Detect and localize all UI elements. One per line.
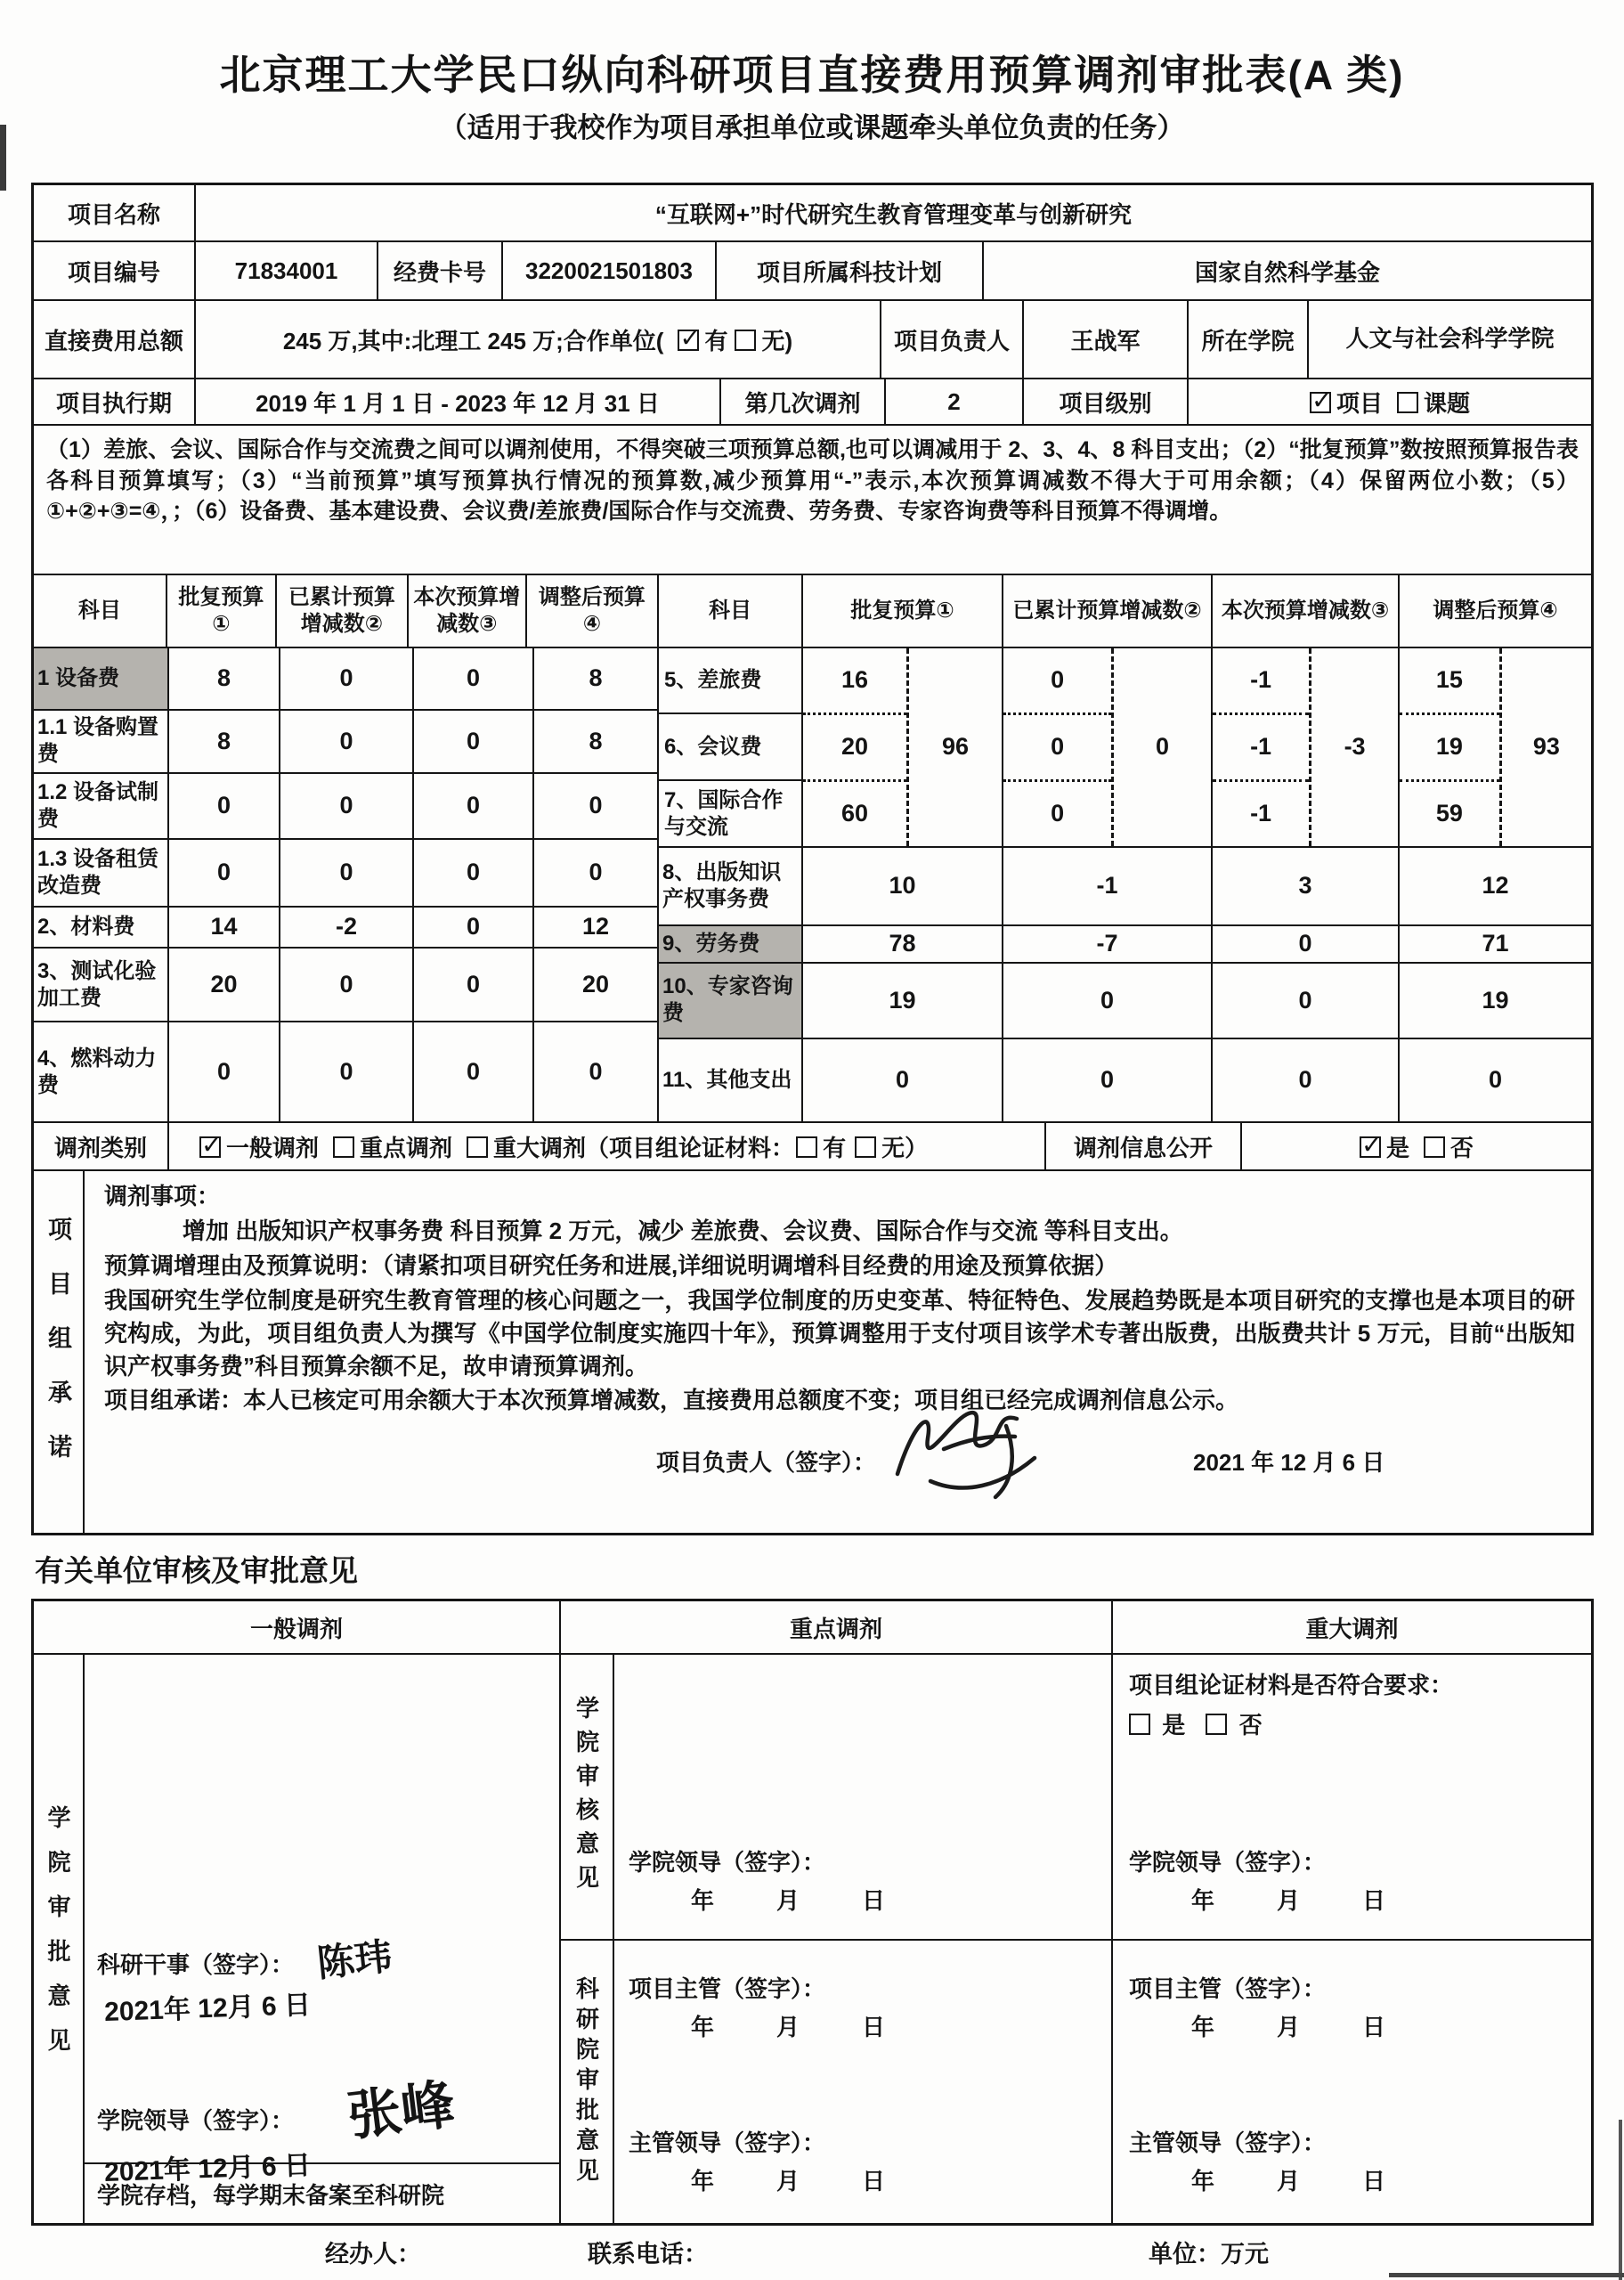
cell-value: -2 (279, 908, 412, 947)
cell-value: 10 (801, 848, 1002, 924)
cell-value: 8 (167, 648, 279, 709)
college-approve-side-label: 学院审批意见 (45, 1805, 71, 2072)
cell-value: 19 (801, 964, 1002, 1038)
budget-row (34, 838, 657, 906)
cell-value: 14 (167, 908, 279, 947)
approval-table (31, 1599, 1594, 2226)
coop-no-checkbox[interactable] (735, 330, 756, 351)
scan-edge-right (1619, 2120, 1622, 2280)
period-label: 项目执行期 (55, 389, 172, 417)
pi-signature-row (104, 1422, 1575, 1502)
cell-value: -1 (1213, 779, 1309, 846)
cell-value: 71 (1398, 926, 1591, 962)
date-blank: 年 月 日 (691, 2168, 891, 2194)
level-topic-checkbox[interactable] (1397, 392, 1418, 413)
total-cost-value (194, 301, 880, 378)
cell-value: 19 (1400, 712, 1499, 779)
material-no-checkbox[interactable] (855, 1136, 876, 1158)
adjust-category-options (167, 1123, 1044, 1169)
cell-value: 0 (1003, 712, 1111, 779)
cell-value: -1 (1002, 848, 1211, 924)
major-adjust-section (1111, 1655, 1591, 2223)
fund-card-value: 3220021501803 (501, 242, 715, 299)
cell-value: 0 (279, 648, 412, 709)
public-yes-label: 是 (1385, 1134, 1409, 1161)
right-leader-sign-label: 学院领导（签字）： (1129, 1848, 1327, 1876)
period-value: 2019 年 1 月 1 日 - 2023 年 12 月 31 日 (194, 379, 719, 424)
cell-value: 0 (412, 774, 532, 838)
col-key-adjust: 重点调剂 (559, 1601, 1111, 1653)
cell-value: 0 (801, 1039, 1002, 1121)
col-subject: 科目 (77, 598, 121, 623)
cell-value: 0 (412, 648, 532, 709)
group-total: 93 (1499, 648, 1591, 846)
cell-value: 0 (532, 840, 657, 906)
date-blank: 年 月 日 (1191, 2168, 1392, 2194)
cell-value: 3 (1211, 848, 1398, 924)
date-blank: 年 月 日 (1191, 1886, 1392, 1914)
material-no-label: 无） (881, 1134, 929, 1161)
group-total: 96 (906, 648, 1002, 846)
unit-label: 单位：万元 (1149, 2241, 1269, 2268)
date-blank: 年 月 日 (691, 1887, 891, 1914)
total-cost-text: 245 万,其中:北理工 245 万;合作单位( (282, 327, 664, 354)
subject-label: 10、专家咨询费 (659, 964, 801, 1038)
coop-no-label: 无) (761, 327, 793, 354)
footer-row (31, 2226, 1594, 2270)
approval-heading: 有关单位审核及审批意见 (35, 1554, 358, 1587)
col-accumulated: 已累计预算增减数② (275, 575, 407, 647)
level-project-label: 项目 (1336, 389, 1383, 417)
cell-value: 0 (279, 711, 412, 773)
material-req-no-label: 否 (1238, 1712, 1263, 1738)
cell-value: 8 (167, 711, 279, 773)
material-prefix: （项目组论证材料： (586, 1134, 795, 1161)
subject-label: 1.1 设备购置费 (37, 715, 159, 767)
leader-sign-date: 2021年 12月 6 日 (103, 2150, 312, 2188)
subject-label: 9、劳务费 (659, 926, 801, 962)
coop-yes-checkbox[interactable] (678, 330, 699, 351)
leader-signature: 张峰 (344, 2073, 459, 2147)
cell-value: 0 (1211, 964, 1398, 1038)
staff-signature: 陈玮 (315, 1934, 394, 1985)
cell-value: 0 (167, 774, 279, 838)
subject-label: 5、差旅费 (664, 668, 762, 693)
cell-value: 0 (412, 1022, 532, 1121)
material-req-no-checkbox[interactable] (1206, 1714, 1227, 1735)
plan-value: 国家自然科学基金 (982, 242, 1591, 299)
cell-value: 12 (532, 908, 657, 947)
commitment-side-label: 项目组承诺 (45, 1216, 71, 1488)
col-subject: 科目 (709, 598, 751, 623)
general-adjust-label: 一般调剂 (226, 1134, 320, 1161)
budget-row (659, 924, 1591, 962)
material-req-yes-checkbox[interactable] (1129, 1714, 1150, 1735)
subject-label: 7、国际合作与交流 (659, 779, 801, 846)
budget-row (34, 709, 657, 773)
project-name-label: 项目名称 (67, 200, 160, 228)
subject-label: 1 设备费 (34, 648, 167, 709)
cell-value: 0 (167, 840, 279, 906)
cell-value: 20 (803, 712, 906, 779)
col-general-adjust: 一般调剂 (249, 1615, 343, 1642)
plan-label: 项目所属科技计划 (715, 242, 982, 299)
subject-label: 8、出版知识产权事务费 (662, 859, 782, 911)
chief-sign-label: 主管领导（签字）： (1129, 2129, 1327, 2156)
scan-edge-bottom (1389, 2273, 1624, 2277)
cell-value: 19 (1398, 964, 1591, 1038)
form-subtitle: （适用于我校作为项目承担单位或课题牵头单位负责的任务） (439, 112, 1185, 143)
col-current: 本次预算增减数③ (407, 575, 525, 647)
col-accumulated: 已累计预算增减数② (1002, 575, 1211, 647)
coop-yes-label: 有 (704, 327, 728, 354)
reason-label: 预算调增理由及预算说明：（请紧扣项目研究任务和进展,详细说明调增科目经费的用途及预算依据） (104, 1251, 1118, 1279)
times-label: 第几次调剂 (719, 379, 884, 424)
major-adjust-checkbox[interactable] (467, 1136, 488, 1158)
material-question: 项目组论证材料是否符合要求： (1129, 1672, 1454, 1698)
key-adjust-label: 重点调剂 (360, 1134, 453, 1161)
adjust-category-label: 调剂类别 (53, 1134, 147, 1161)
cell-value: 8 (532, 648, 657, 709)
subject-label: 11、其他支出 (662, 1068, 792, 1093)
subject-label: 3、测试化验加工费 (37, 958, 157, 1010)
promise-text: 项目组承诺：本人已核定可用余额大于本次预算增减数，直接费用总额度不变；项目组已经完成调剂信息公示。 (104, 1387, 1239, 1414)
date-blank: 年 月 日 (1191, 2013, 1392, 2040)
public-no-label: 否 (1450, 1134, 1474, 1161)
subject-label: 4、燃料动力费 (37, 1046, 157, 1097)
cell-value: 0 (1211, 1039, 1398, 1121)
col-adjusted: 调整后预算④ (1398, 575, 1591, 647)
major-adjust-label: 重大调剂 (493, 1134, 587, 1161)
cell-value: 0 (412, 840, 532, 906)
cell-value: -1 (1250, 665, 1272, 693)
cell-value: 15 (1435, 665, 1463, 693)
cell-value: 0 (1002, 964, 1211, 1038)
cell-value: 0 (279, 840, 412, 906)
cell-value: 20 (532, 949, 657, 1022)
col-approved: 批复预算① (166, 575, 275, 647)
school-label: 所在学院 (1187, 301, 1307, 378)
instructions-text: （1）差旅、会议、国际合作与交流费之间可以调剂使用，不得突破三项预算总额,也可以调减用于 2、3、4、8 科目支出；（2）“批复预算”数按照预算报告表各科目预算填写；（3）“当前预算”填写预算执行情况的预算数,减少预算用“-”表示,本次预算调减数不得大于可用余额；（4）保留两位小数；（5）①+②+③=④，；（6）设备费、基本建设费、会议费/差旅费/国际合作与交流费、劳务费、专家咨询费等科目预算不得调增。 (46, 437, 1579, 524)
mid-chief-sign (629, 2125, 1097, 2196)
cell-value: 8 (532, 711, 657, 773)
total-cost-label: 直接费用总额 (44, 327, 183, 354)
archive-note: 学院存档，每学期末备案至科研院 (85, 2162, 559, 2223)
subject-label: 1.2 设备试制费 (37, 780, 159, 832)
budget-row (34, 647, 657, 709)
budget-row (34, 772, 657, 838)
cell-value: 0 (412, 908, 532, 947)
pm-sign-label: 项目主管（签字）： (1129, 1975, 1327, 2002)
info-public-label: 调剂信息公开 (1044, 1123, 1240, 1169)
level-label: 项目级别 (1022, 379, 1187, 424)
cell-value: 78 (801, 926, 1002, 962)
pi-sign-date: 2021 年 12 月 6 日 (1193, 1448, 1385, 1476)
project-no-value: 71834001 (194, 242, 377, 299)
cell-value: 0 (532, 774, 657, 838)
adjust-matter-text: 增加 出版知识产权事务费 科目预算 2 万元，减少 差旅费、会议费、国际合作与交流 等科目支出。 (183, 1217, 1183, 1244)
cell-value: 20 (167, 949, 279, 1022)
cell-value: -7 (1002, 926, 1211, 962)
right-chief-sign (1129, 2125, 1575, 2196)
level-topic-label: 课题 (1424, 389, 1471, 417)
budget-row (659, 846, 1591, 924)
material-yes-label: 有 (823, 1134, 847, 1161)
col-adjusted: 调整后预算④ (525, 575, 657, 647)
fund-card-label: 经费卡号 (377, 242, 501, 299)
budget-row (659, 962, 1591, 1038)
public-yes-checkbox[interactable] (1360, 1136, 1381, 1158)
pm-sign-label: 项目主管（签字）： (629, 1975, 826, 2002)
cell-value: 12 (1398, 848, 1591, 924)
subject-label: 1.3 设备租赁改造费 (37, 846, 159, 898)
chief-sign-label: 主管领导（签字）： (629, 2129, 826, 2156)
col-approved: 批复预算① (801, 575, 1002, 647)
material-yes-checkbox[interactable] (796, 1136, 817, 1158)
pi-label: 项目负责人 (880, 301, 1022, 378)
main-form (31, 183, 1594, 1535)
level-project-checkbox[interactable] (1310, 392, 1331, 413)
col-current: 本次预算增减数③ (1211, 575, 1398, 647)
college-review-side-label: 学院审核意见 (572, 1695, 600, 1899)
staff-sign-label: 科研干事（签字）： (97, 1951, 295, 1978)
pi-signature-icon (881, 1396, 1060, 1502)
cell-value: 60 (803, 779, 906, 846)
group-total: -3 (1309, 648, 1398, 846)
cell-value: 0 (279, 774, 412, 838)
pi-value: 王战军 (1022, 301, 1187, 378)
cell-value: 0 (279, 1022, 412, 1121)
reason-text: 我国研究生学位制度是研究生教育管理的核心问题之一，我国学位制度的历史变革、特征特色、发展趋势既是本项目研究的支撑也是本项目的研究构成，为此，项目组负责人为撰写《中国学位制度实施四十年》，预算调整用于支付项目该学术专著出版费，出版费共计 5 万元，目前“出版知识产权事务费”科目预算余额不足，故申请预算调剂。 (104, 1286, 1575, 1380)
budget-row (659, 1038, 1591, 1121)
right-pm-sign (1129, 1971, 1575, 2042)
cell-value: 0 (1003, 779, 1111, 846)
cell-value: 0 (279, 949, 412, 1022)
times-value: 2 (884, 379, 1022, 424)
cell-value: 0 (167, 1022, 279, 1121)
material-req-yes-label: 是 (1162, 1712, 1186, 1738)
col-major-adjust: 重大调剂 (1111, 1601, 1591, 1653)
cell-value: 0 (1211, 926, 1398, 962)
budget-group-rows (659, 647, 1591, 846)
school-value: 人文与社会科学学院 (1307, 301, 1591, 378)
adjust-matter-label: 调剂事项： (104, 1183, 221, 1209)
info-public-options (1240, 1123, 1591, 1169)
mid-pm-sign (629, 1971, 1097, 2042)
budget-row (34, 906, 657, 947)
cell-value: 59 (1400, 779, 1499, 846)
staff-sign-date: 2021年 12月 6 日 (103, 1990, 312, 2028)
handler-label: 经办人： (325, 2241, 421, 2268)
commitment-content (83, 1171, 1591, 1533)
general-adjust-checkbox[interactable] (199, 1136, 221, 1158)
budget-row (34, 1021, 657, 1121)
general-adjust-section (34, 1655, 559, 2223)
date-blank: 年 月 日 (691, 2014, 891, 2040)
cell-value: 0 (532, 1022, 657, 1121)
level-value (1187, 379, 1591, 424)
budget-right-half (657, 575, 1591, 1121)
cell-value: 0 (1051, 665, 1065, 693)
pi-sign-label: 项目负责人（签字）： (656, 1448, 877, 1476)
subject-label: 2、材料费 (37, 914, 135, 939)
cell-value: 0 (412, 949, 532, 1022)
form-title: 北京理工大学民口纵向科研项目直接费用预算调剂审批表(A 类) (219, 52, 1405, 98)
phone-label: 联系电话： (588, 2241, 708, 2268)
leader-sign-line (97, 2068, 547, 2145)
key-adjust-section (559, 1655, 1111, 2223)
mid-leader-sign-label: 学院领导（签字）： (629, 1849, 826, 1876)
subject-label: 6、会议费 (659, 712, 801, 779)
college-approve-cell (85, 1655, 559, 2188)
project-name-value: “互联网+”时代研究生教育管理变革与创新研究 (194, 185, 1591, 240)
cell-value: -1 (1213, 712, 1309, 779)
cell-value: 0 (1002, 1039, 1211, 1121)
budget-left-half (34, 575, 657, 1121)
public-no-checkbox[interactable] (1424, 1136, 1445, 1158)
group-total: 0 (1111, 648, 1211, 846)
cell-value: 0 (412, 711, 532, 773)
research-approve-side-label: 科研院审批意见 (572, 1975, 600, 2188)
key-adjust-checkbox[interactable] (333, 1136, 354, 1158)
project-no-label: 项目编号 (67, 258, 160, 286)
material-options (1129, 1707, 1575, 1740)
cell-value: 0 (1398, 1039, 1591, 1121)
budget-table (34, 574, 1591, 1121)
leader-sign-label: 学院领导（签字）： (97, 2107, 295, 2134)
cell-value: 16 (840, 665, 868, 693)
staff-sign-line (97, 1931, 547, 1984)
budget-row (34, 947, 657, 1022)
